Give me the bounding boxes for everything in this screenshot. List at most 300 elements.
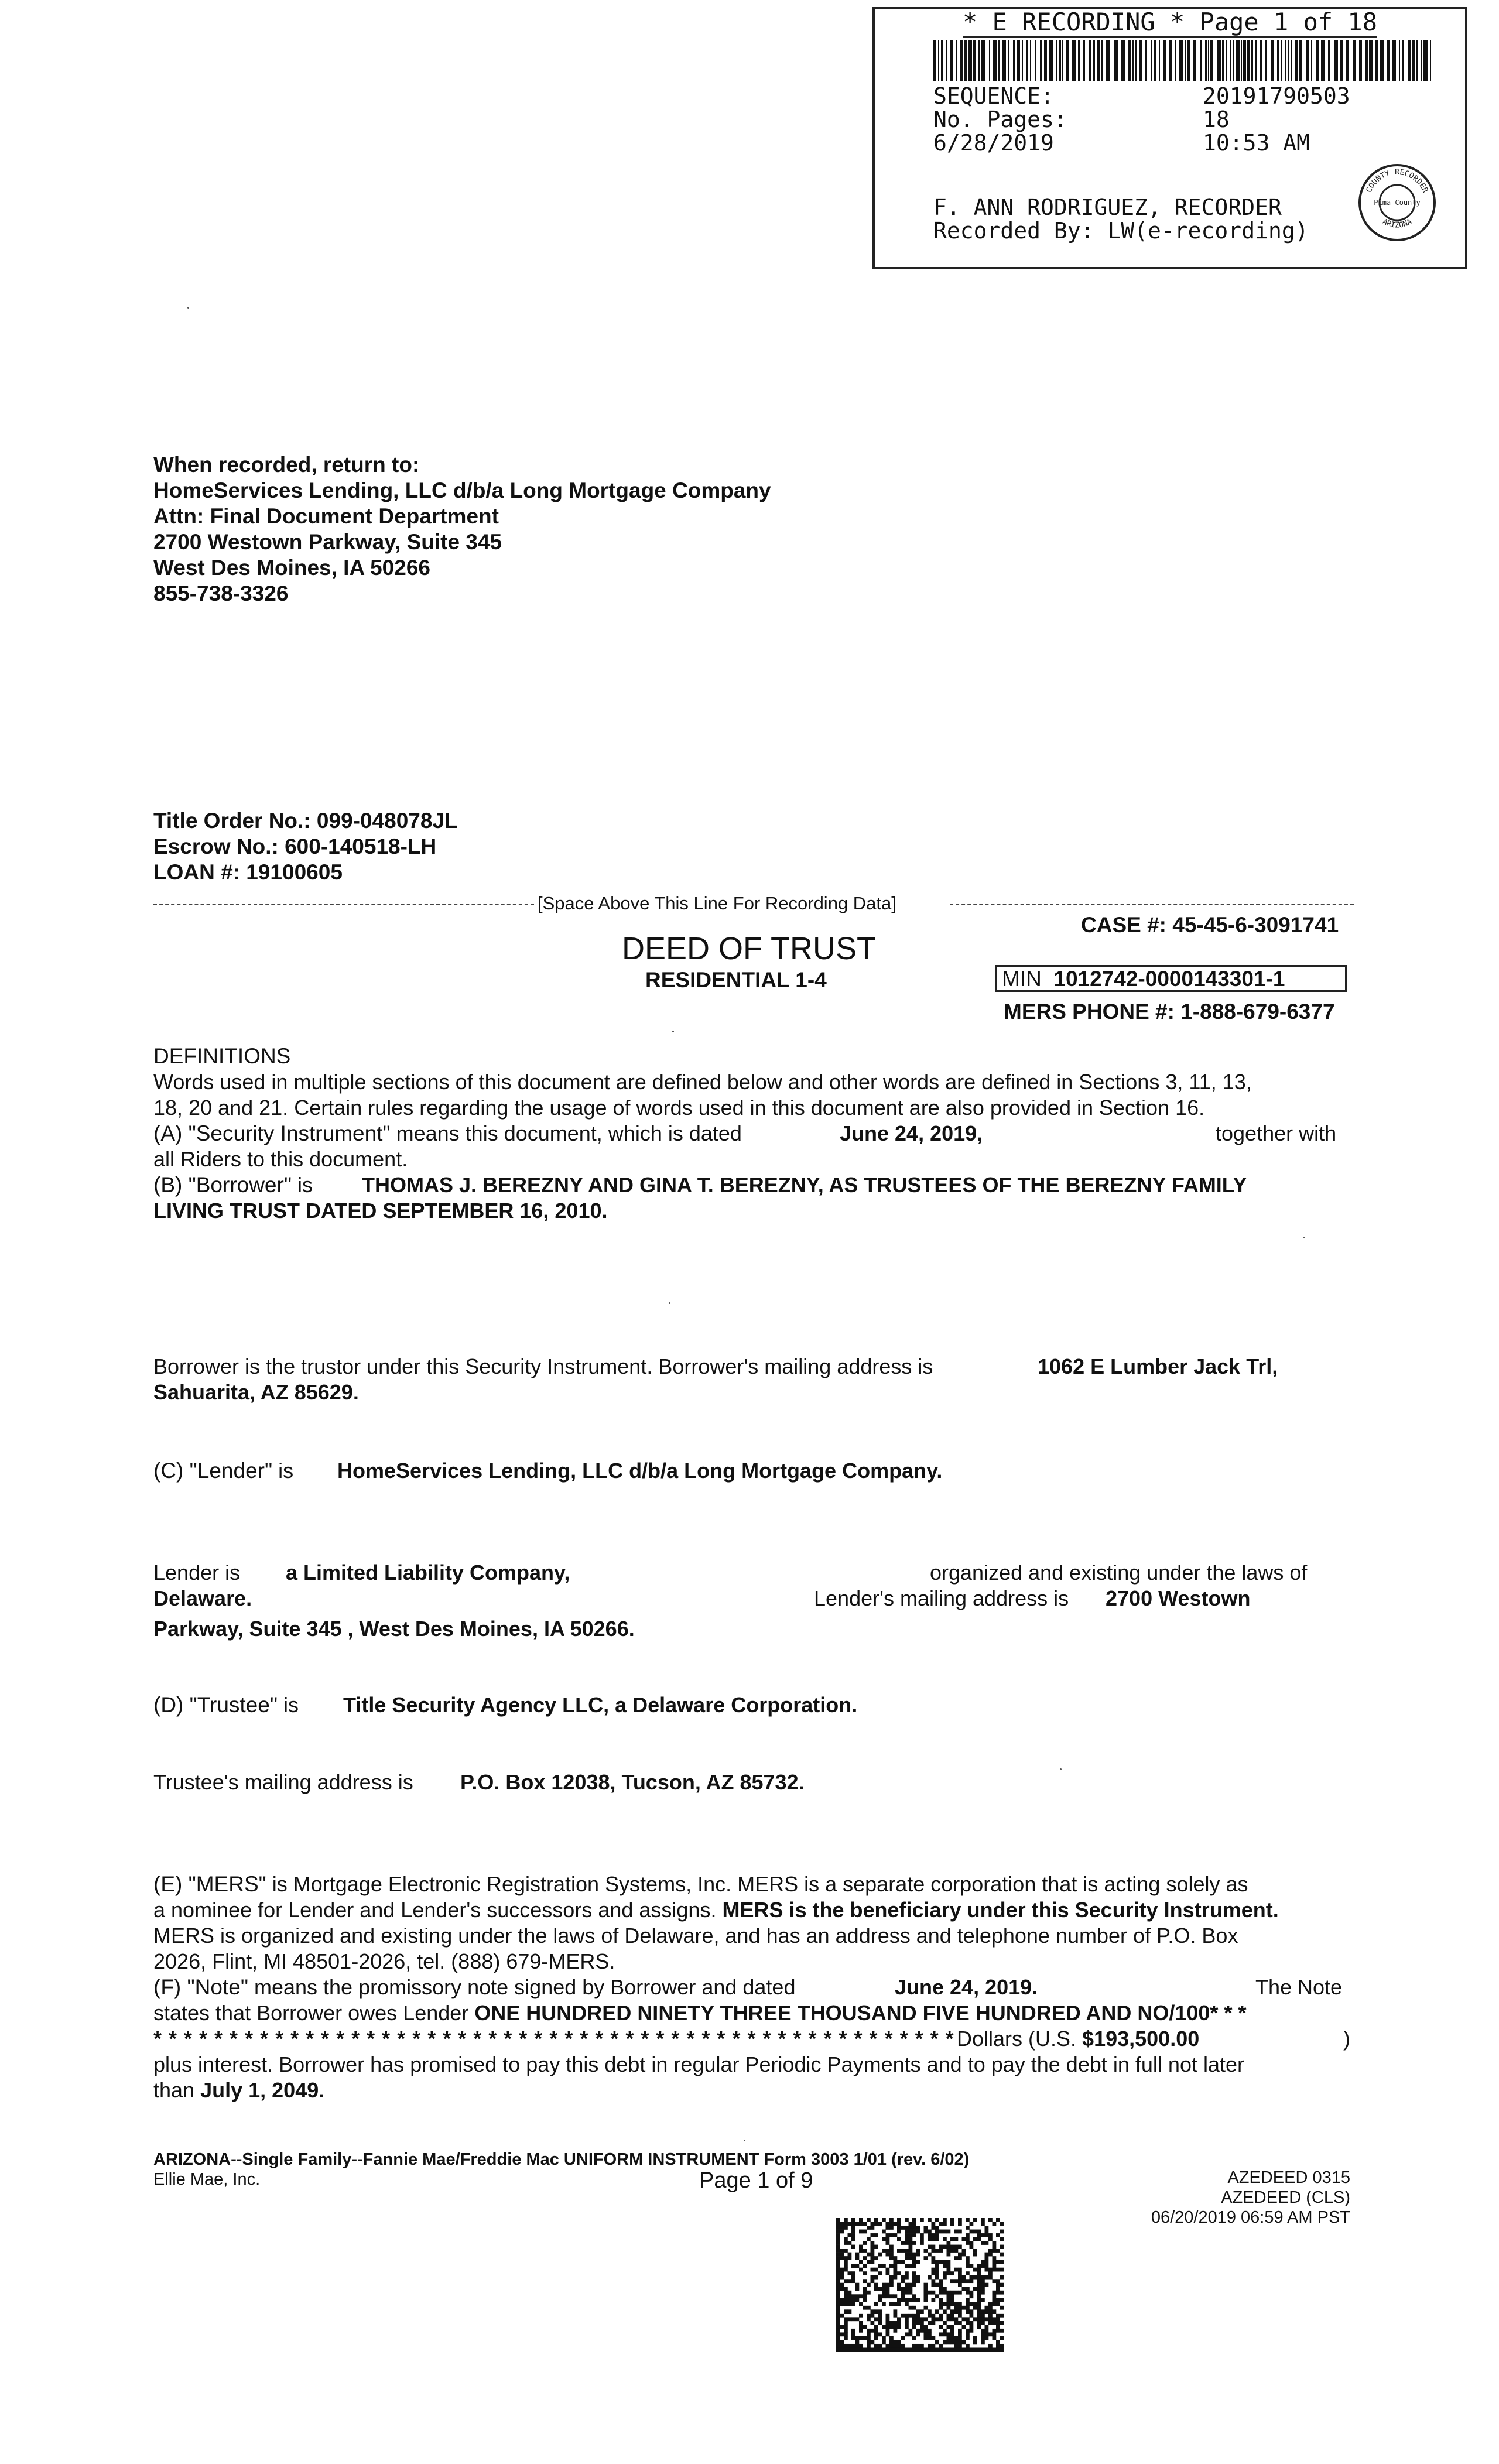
barcode-module <box>958 2256 962 2260</box>
barcode-module <box>855 2222 860 2226</box>
barcode-module <box>928 2233 932 2237</box>
barcode-module <box>886 2241 890 2245</box>
barcode-module <box>878 2317 882 2321</box>
barcode-module <box>950 2329 954 2333</box>
barcode-module <box>977 2294 981 2298</box>
barcode-bar <box>1132 40 1134 81</box>
barcode-module <box>859 2268 863 2272</box>
barcode-module <box>939 2283 943 2287</box>
barcode-module <box>962 2325 966 2329</box>
barcode-module <box>909 2245 913 2249</box>
barcode-module <box>874 2329 878 2333</box>
document-subtitle: RESIDENTIAL 1-4 <box>645 968 827 992</box>
barcode-module <box>905 2241 909 2245</box>
recorded-by: Recorded By: LW(e-recording) <box>933 218 1309 244</box>
barcode-module <box>874 2347 878 2352</box>
barcode-module <box>973 2306 977 2310</box>
barcode-module <box>996 2321 1000 2325</box>
barcode-module <box>985 2233 989 2237</box>
lender-state: Delaware. <box>153 1586 252 1610</box>
barcode-module <box>981 2233 985 2237</box>
barcode-module <box>966 2271 970 2275</box>
barcode-module <box>836 2309 840 2314</box>
barcode-module <box>897 2260 901 2264</box>
barcode-module <box>958 2275 962 2280</box>
barcode-bar <box>1093 40 1095 81</box>
barcode-module <box>874 2222 878 2226</box>
barcode-module <box>958 2268 962 2272</box>
barcode-module <box>962 2275 966 2280</box>
barcode-bar <box>1056 40 1057 81</box>
definition-c-is: is <box>278 1459 294 1483</box>
barcode-module <box>932 2347 936 2352</box>
barcode-module <box>916 2260 920 2264</box>
barcode-module <box>947 2271 951 2275</box>
barcode-module <box>863 2298 867 2302</box>
barcode-module <box>901 2298 905 2302</box>
barcode-module <box>996 2317 1000 2321</box>
barcode-bar <box>1169 40 1172 81</box>
barcode-module <box>867 2253 871 2257</box>
barcode-module <box>935 2218 939 2222</box>
barcode-module <box>958 2279 962 2283</box>
barcode-bar <box>1408 40 1411 81</box>
barcode-module <box>977 2325 981 2329</box>
barcode-module <box>924 2329 928 2333</box>
barcode-module <box>993 2336 997 2340</box>
barcode-module <box>836 2325 840 2329</box>
barcode-module <box>836 2344 840 2348</box>
barcode-module <box>886 2271 890 2275</box>
barcode-module <box>943 2245 947 2249</box>
recording-divider-right <box>950 904 1354 905</box>
footer-timestamp: 06/20/2019 06:59 AM PST <box>1151 2208 1350 2227</box>
barcode-module <box>996 2314 1000 2318</box>
barcode-module <box>970 2314 974 2318</box>
barcode-module <box>943 2230 947 2234</box>
barcode-module <box>894 2271 898 2275</box>
barcode-module <box>996 2302 1000 2306</box>
note-than: than <box>153 2078 195 2102</box>
barcode-module <box>882 2291 886 2295</box>
barcode-module <box>912 2283 916 2287</box>
barcode-module <box>912 2279 916 2283</box>
lender-address-2: Parkway, Suite 345 , West Des Moines, IA 50266. <box>153 1617 635 1641</box>
barcode-module <box>958 2230 962 2234</box>
lender-type: a Limited Liability Company, <box>286 1560 570 1585</box>
barcode-bar <box>1017 40 1020 81</box>
footer-codes <box>1113 2168 1350 2227</box>
footer-code-1: AZEDEED 0315 <box>1227 2168 1350 2187</box>
barcode-module <box>966 2344 970 2348</box>
barcode-module <box>882 2325 886 2329</box>
barcode-module <box>848 2271 852 2275</box>
barcode-module <box>844 2309 848 2314</box>
barcode-module <box>996 2344 1000 2348</box>
barcode-bar <box>1226 40 1227 81</box>
barcode-module <box>909 2332 913 2336</box>
barcode-module <box>928 2291 932 2295</box>
barcode-module <box>924 2294 928 2298</box>
footer-form-id: ARIZONA--Single Family--Fannie Mae/Freddie Mac UNIFORM INSTRUMENT Form 3003 1/01 (rev. 6/02) <box>153 2150 970 2169</box>
barcode-module <box>844 2268 848 2272</box>
pages-label: No. Pages: <box>933 107 1067 132</box>
barcode-module <box>932 2260 936 2264</box>
barcode-module <box>924 2317 928 2321</box>
barcode-module <box>966 2329 970 2333</box>
security-instrument-date: June 24, 2019, <box>840 1121 983 1145</box>
barcode-module <box>878 2222 882 2226</box>
barcode-module <box>977 2279 981 2283</box>
barcode-module <box>920 2325 924 2329</box>
barcode-module <box>840 2332 844 2336</box>
barcode-module <box>882 2237 886 2241</box>
barcode-module <box>988 2321 993 2325</box>
barcode-module <box>993 2268 997 2272</box>
barcode-module <box>947 2347 951 2352</box>
barcode-module <box>985 2347 989 2352</box>
barcode-module <box>988 2237 993 2241</box>
barcode-module <box>1000 2275 1004 2280</box>
barcode-module <box>939 2230 943 2234</box>
barcode-module <box>947 2291 951 2295</box>
barcode-module <box>924 2325 928 2329</box>
barcode-module <box>993 2264 997 2268</box>
barcode-module <box>977 2264 981 2268</box>
recording-header: * E RECORDING * Page 1 of 18 <box>875 9 1465 35</box>
barcode-module <box>993 2245 997 2249</box>
barcode-module <box>844 2317 848 2321</box>
barcode-module <box>943 2237 947 2241</box>
borrower-name-line1: THOMAS J. BEREZNY AND GINA T. BEREZNY, AS TRUSTEES OF THE BEREZNY FAMILY <box>362 1173 1247 1197</box>
barcode-module <box>878 2264 882 2268</box>
barcode-module <box>1000 2298 1004 2302</box>
barcode-module <box>851 2218 855 2222</box>
barcode-module <box>848 2344 852 2348</box>
barcode-module <box>977 2291 981 2295</box>
barcode-module <box>836 2291 840 2295</box>
barcode-bar <box>1392 40 1396 81</box>
barcode-module <box>988 2218 993 2222</box>
barcode-module <box>844 2264 848 2268</box>
barcode-module <box>840 2230 844 2234</box>
barcode-bar <box>1255 40 1257 81</box>
barcode-module <box>909 2347 913 2352</box>
min-box <box>995 965 1347 992</box>
barcode-module <box>958 2306 962 2310</box>
barcode-module <box>848 2279 852 2283</box>
barcode-module <box>996 2325 1000 2329</box>
barcode-module <box>897 2226 901 2230</box>
barcode-module <box>985 2268 989 2272</box>
barcode-module <box>993 2302 997 2306</box>
barcode-bar <box>1346 40 1349 81</box>
barcode-bar <box>946 40 947 81</box>
barcode-module <box>916 2317 920 2321</box>
barcode-module <box>889 2218 894 2222</box>
barcode-bar <box>1359 40 1362 81</box>
barcode-module <box>954 2245 959 2249</box>
barcode-module <box>912 2306 916 2310</box>
barcode-module <box>871 2260 875 2264</box>
barcode-module <box>1000 2336 1004 2340</box>
recording-date: 6/28/2019 <box>933 130 1054 156</box>
footer-vendor: Ellie Mae, Inc. <box>153 2170 261 2189</box>
barcode-module <box>844 2347 848 2352</box>
barcode-module <box>935 2294 939 2298</box>
barcode-module <box>905 2283 909 2287</box>
barcode-module <box>844 2325 848 2329</box>
barcode-module <box>943 2321 947 2325</box>
barcode-module <box>894 2321 898 2325</box>
barcode-module <box>932 2317 936 2321</box>
barcode-module <box>993 2329 997 2333</box>
barcode-module <box>909 2287 913 2291</box>
barcode-module <box>855 2347 860 2352</box>
barcode-module <box>935 2264 939 2268</box>
recording-stamp <box>872 7 1467 269</box>
barcode-module <box>954 2340 959 2344</box>
barcode-module <box>950 2332 954 2336</box>
barcode-module <box>935 2230 939 2234</box>
barcode-module <box>886 2344 890 2348</box>
barcode-module <box>924 2230 928 2234</box>
barcode-module <box>889 2347 894 2352</box>
barcode-module <box>950 2222 954 2226</box>
barcode-module <box>920 2241 924 2245</box>
barcode-module <box>909 2222 913 2226</box>
definitions-heading: DEFINITIONS <box>153 1044 291 1068</box>
definition-label-c: (C) "Lender" <box>153 1459 273 1483</box>
barcode-module <box>981 2218 985 2222</box>
barcode-module <box>920 2233 924 2237</box>
barcode-module <box>844 2332 848 2336</box>
barcode-module <box>988 2233 993 2237</box>
barcode-module <box>920 2237 924 2241</box>
barcode-module <box>1000 2329 1004 2333</box>
barcode-module <box>867 2332 871 2336</box>
pages-value: 18 <box>1203 107 1230 132</box>
barcode-module <box>943 2222 947 2226</box>
barcode-module <box>859 2222 863 2226</box>
barcode-module <box>886 2294 890 2298</box>
barcode-module <box>973 2249 977 2253</box>
barcode-module <box>889 2253 894 2257</box>
barcode-bar <box>981 40 985 81</box>
barcode-module <box>863 2294 867 2298</box>
lender-definition-label <box>153 1458 293 1484</box>
barcode-module <box>863 2264 867 2268</box>
barcode-module <box>840 2302 844 2306</box>
barcode-module <box>943 2260 947 2264</box>
barcode-module <box>973 2302 977 2306</box>
barcode-bar <box>1260 40 1262 81</box>
note-owes-text: states that Borrower owes Lender <box>153 2001 469 2025</box>
barcode-module <box>924 2226 928 2230</box>
barcode-module <box>901 2226 905 2230</box>
barcode-module <box>966 2264 970 2268</box>
barcode-module <box>988 2268 993 2272</box>
barcode-module <box>977 2230 981 2234</box>
barcode-module <box>977 2321 981 2325</box>
definition-label-a: (A) "Security Instrument" <box>153 1121 391 1145</box>
barcode-module <box>897 2321 901 2325</box>
barcode-module <box>988 2271 993 2275</box>
lender-is: Lender is <box>153 1560 241 1585</box>
recording-divider-left <box>153 904 534 905</box>
scan-speck <box>669 1302 670 1304</box>
barcode-module <box>836 2314 840 2318</box>
barcode-module <box>859 2347 863 2352</box>
return-line: West Des Moines, IA 50266 <box>153 556 430 580</box>
barcode-bar <box>1114 40 1118 81</box>
barcode-bar <box>1321 40 1325 81</box>
barcode-module <box>970 2294 974 2298</box>
barcode-bar <box>1251 40 1253 81</box>
barcode-module <box>878 2294 882 2298</box>
barcode-module <box>848 2317 852 2321</box>
barcode-module <box>981 2347 985 2352</box>
footer-page-number: Page 1 of 9 <box>699 2168 813 2193</box>
barcode-module <box>916 2275 920 2280</box>
barcode-module <box>981 2332 985 2336</box>
barcode-module <box>924 2298 928 2302</box>
barcode-module <box>886 2314 890 2318</box>
barcode-module <box>878 2287 882 2291</box>
definition-e-line2a: a nominee for Lender and Lender's successors and assigns. <box>153 1898 717 1922</box>
barcode-module <box>973 2268 977 2272</box>
barcode-module <box>912 2264 916 2268</box>
barcode-module <box>939 2317 943 2321</box>
barcode-module <box>962 2249 966 2253</box>
barcode-bar <box>1236 40 1240 81</box>
definition-e-line1: is Mortgage Electronic Registration Systems, Inc. MERS is a separate corporation that is acting solely as <box>272 1872 1248 1896</box>
barcode-module <box>863 2249 867 2253</box>
barcode-module <box>939 2314 943 2318</box>
barcode-bar <box>1200 40 1202 81</box>
barcode-module <box>886 2222 890 2226</box>
min-label: MIN <box>1002 967 1042 991</box>
barcode-module <box>905 2218 909 2222</box>
barcode-bar <box>1311 40 1312 81</box>
barcode-module <box>836 2275 840 2280</box>
barcode-module <box>901 2275 905 2280</box>
barcode-bar <box>1421 40 1422 81</box>
borrower-trustor-text: Borrower is the trustor under this Security Instrument. Borrower's mailing address is <box>153 1354 933 1378</box>
barcode-module <box>932 2222 936 2226</box>
barcode-bar <box>968 40 972 81</box>
barcode-module <box>874 2336 878 2340</box>
barcode-module <box>851 2275 855 2280</box>
barcode-module <box>985 2230 989 2234</box>
barcode-module <box>882 2347 886 2352</box>
return-line: HomeServices Lending, LLC d/b/a Long Mortgage Company <box>153 478 771 502</box>
barcode-module <box>962 2340 966 2344</box>
barcode-module <box>894 2314 898 2318</box>
barcode-module <box>878 2332 882 2336</box>
barcode-module <box>943 2332 947 2336</box>
barcode-module <box>836 2321 840 2325</box>
barcode-module <box>840 2325 844 2329</box>
barcode-bar <box>1145 40 1147 81</box>
barcode-module <box>988 2302 993 2306</box>
barcode-module <box>920 2317 924 2321</box>
barcode-module <box>848 2294 852 2298</box>
barcode-bar <box>1008 40 1009 81</box>
barcode-module <box>970 2347 974 2352</box>
barcode-module <box>894 2256 898 2260</box>
barcode-module <box>851 2237 855 2241</box>
barcode-module <box>932 2271 936 2275</box>
barcode-module <box>947 2260 951 2264</box>
barcode-module <box>954 2309 959 2314</box>
min-value: 1012742-0000143301-1 <box>1053 967 1285 991</box>
barcode-module <box>973 2230 977 2234</box>
barcode-bar <box>1295 40 1298 81</box>
barcode-module <box>966 2347 970 2352</box>
barcode-module <box>947 2245 951 2249</box>
barcode-module <box>844 2344 848 2348</box>
barcode-module <box>882 2264 886 2268</box>
barcode-module <box>909 2226 913 2230</box>
barcode-module <box>894 2222 898 2226</box>
barcode-module <box>878 2314 882 2318</box>
barcode-module <box>836 2237 840 2241</box>
barcode-module <box>871 2279 875 2283</box>
barcode-module <box>889 2340 894 2344</box>
barcode-module <box>916 2230 920 2234</box>
note-tail: The Note <box>1255 1975 1343 1999</box>
barcode-module <box>912 2321 916 2325</box>
barcode-module <box>912 2314 916 2318</box>
barcode-module <box>935 2237 939 2241</box>
escrow-number: Escrow No.: 600-140518-LH <box>153 834 437 858</box>
barcode-module <box>836 2245 840 2249</box>
barcode-module <box>859 2325 863 2329</box>
barcode-module <box>867 2317 871 2321</box>
barcode-bar <box>1002 40 1006 81</box>
barcode-module <box>889 2275 894 2280</box>
note-close-paren: ) <box>1343 2027 1350 2051</box>
barcode-module <box>950 2218 954 2222</box>
definition-label-f: (F) "Note" <box>153 1975 248 1999</box>
barcode-module <box>924 2306 928 2310</box>
barcode-module <box>889 2264 894 2268</box>
barcode-bar <box>973 40 976 81</box>
barcode-module <box>836 2302 840 2306</box>
barcode-module <box>874 2218 878 2222</box>
barcode-module <box>993 2298 997 2302</box>
barcode-bar <box>1365 40 1368 81</box>
barcode-module <box>939 2332 943 2336</box>
barcode-module <box>973 2287 977 2291</box>
barcode-module <box>958 2291 962 2295</box>
definition-label-b: (B) "Borrower" <box>153 1173 292 1197</box>
barcode-module <box>993 2291 997 2295</box>
barcode-module <box>954 2302 959 2306</box>
barcode-module <box>993 2332 997 2336</box>
barcode-module <box>859 2249 863 2253</box>
definition-a-line2: all Riders to this document. <box>153 1147 408 1171</box>
barcode-module <box>836 2283 840 2287</box>
barcode-module <box>871 2340 875 2344</box>
barcode-module <box>958 2347 962 2352</box>
borrower-address-2: Sahuarita, AZ 85629. <box>153 1380 359 1404</box>
barcode-module <box>928 2245 932 2249</box>
county-recorder-seal <box>1356 162 1438 244</box>
note-amount: $193,500.00 <box>1082 2027 1200 2051</box>
space-above-note: [Space Above This Line For Recording Data] <box>538 893 896 913</box>
